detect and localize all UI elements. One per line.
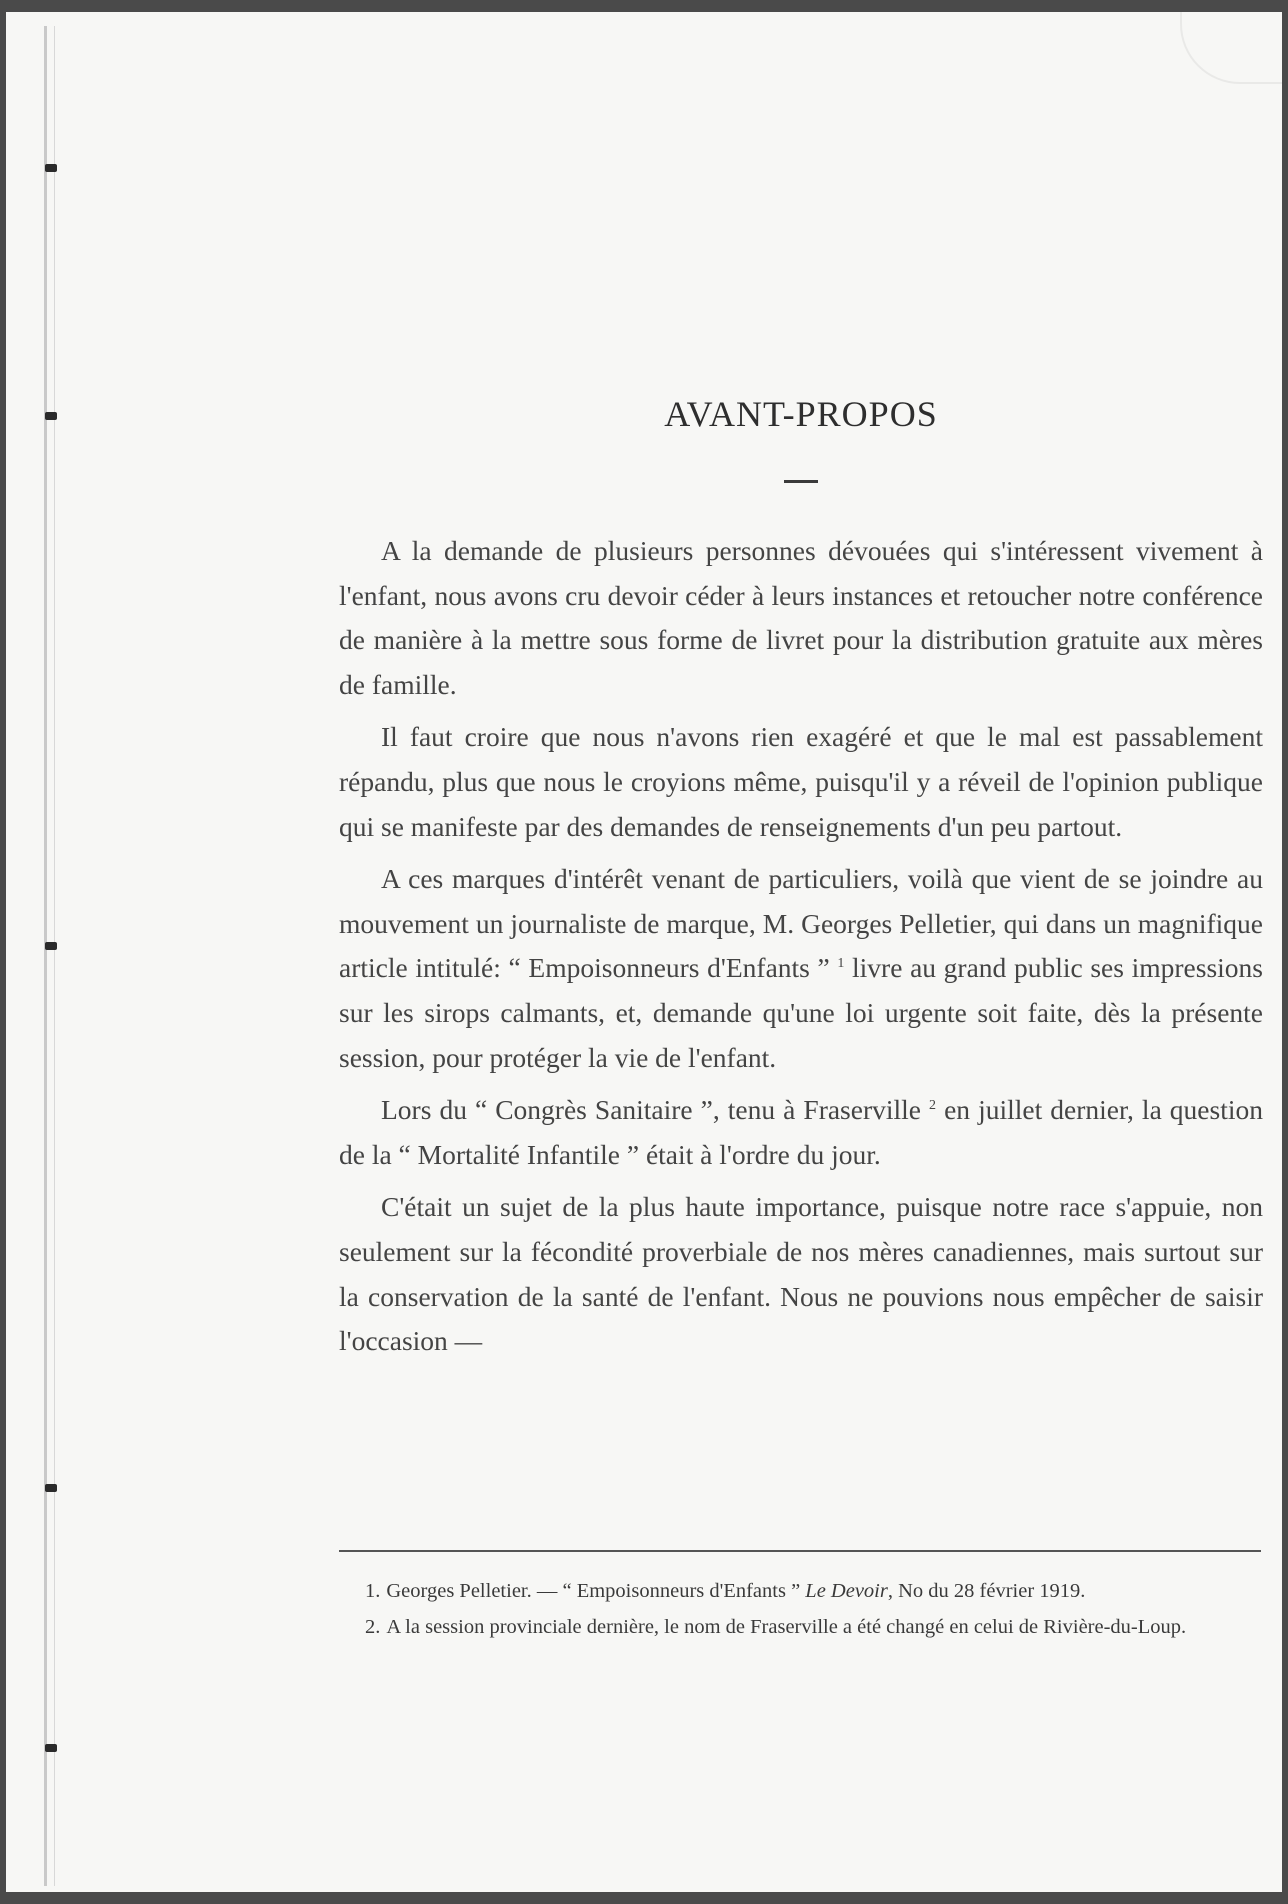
paragraph: Il faut croire que nous n'avons rien exagéré et que le mal est passablement répandu, plus que nous le croyions même, puisqu'il y a réveil de l'opinion publique qui se manifeste par des demandes de renseignements d'un peu partout.: [339, 721, 1263, 842]
paragraph: [339, 857, 1263, 1080]
footnote: [339, 1574, 1261, 1608]
paragraph-text: livre au grand public ses impressions sur les sirops calmants, et, demande qu'une loi urgente soit faite, dès la présente session, pour protéger la vie de l'enfant.: [339, 952, 1263, 1073]
footnote-number: 1.: [365, 1580, 381, 1602]
footnote-italic-title: Le Devoir: [805, 1580, 888, 1602]
paragraph-text: en juillet dernier, la question de la “ Mortalité Infantile ” était à l'ordre du jour.: [339, 1094, 1263, 1170]
footnote-separator: [339, 1550, 1261, 1552]
footnotes: [339, 1574, 1261, 1646]
footnote-text: Georges Pelletier. — “ Empoisonneurs d'Enfants ”: [386, 1580, 806, 1602]
title-ornament-dash: [784, 480, 818, 483]
binding-edge: [44, 26, 47, 1886]
main-text: [339, 392, 1263, 1372]
binding-stitch: [45, 1744, 57, 1752]
footnote-text: A la session provinciale dernière, le nom de Fraserville a été changé en celui de Rivière-du-Loup.: [386, 1616, 1187, 1638]
paragraph: [339, 1088, 1263, 1177]
paragraph: A la demande de plusieurs personnes dévouées qui s'intéressent vivement à l'enfant, nous avons cru devoir céder à leurs instances et retoucher notre conférence de manière à la mettre sous forme de livret pour la distribution gratuite aux mères de famille.: [339, 535, 1263, 700]
paragraph-text: Lors du “ Congrès Sanitaire ”, tenu à Fraserville: [381, 1094, 930, 1126]
binding-stitch: [45, 164, 57, 172]
page-title: AVANT-PROPOS: [664, 394, 938, 434]
binding-stitch: [45, 1484, 57, 1492]
paragraph: C'était un sujet de la plus haute importance, puisque notre race s'appuie, non seulement sur la fécondité proverbiale de nos mères canadiennes, mais surtout sur la conservation de la santé de l'enfant. Nous ne pouvions nous empêcher de saisir l'occasion —: [339, 1191, 1263, 1357]
footnote-number: 2.: [365, 1616, 381, 1638]
footnote: [339, 1610, 1261, 1644]
footnote-ref: 1: [837, 956, 845, 972]
footnote-text: , No du 28 février 1919.: [887, 1580, 1086, 1602]
binding-stitch: [45, 942, 57, 950]
book-page: [6, 12, 1282, 1892]
binding-edge-line: [54, 26, 55, 1886]
paragraph-text: A ces marques d'intérêt venant de particuliers, voilà que vient de se joindre au mouvement un journaliste de marque, M. Georges Pelletier, qui dans un magnifique article intitulé: “ Empoisonneurs d'Enfants ”: [339, 863, 1263, 984]
page-corner-fold: [1180, 12, 1282, 84]
binding-stitch: [45, 412, 57, 420]
footnote-ref: 2: [929, 1097, 937, 1113]
